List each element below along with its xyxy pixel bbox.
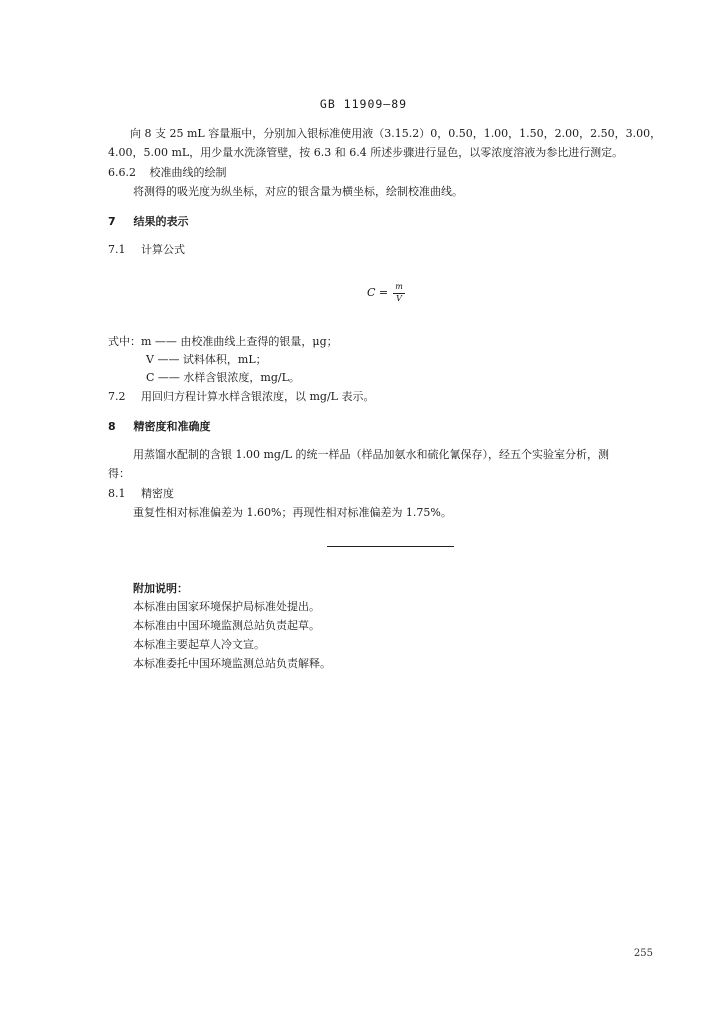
where-prefix: 式中： [108,335,141,348]
paragraph-6-6-1-line-1: 向 8 支 25 mL 容量瓶中，分别加入银标准使用液（3.15.2）0，0.50，1.00，1.50，2.00，2.50，3.00， [130,127,662,140]
section-7-1-heading [108,242,185,257]
section-title: 结果的表示 [133,215,189,228]
section-title: 精密度和准确度 [133,420,211,433]
paragraph-6-6-1-line-2: 4.00，5.00 mL，用少量水洗涤管壁，按 6.3 和 6.4 所述步骤进行显色，以零浓度溶液为参比进行测定。 [108,146,624,159]
section-text: 用回归方程计算水样含银浓度，以 mg/L 表示。 [141,390,375,403]
end-separator-line [327,546,454,547]
section-number: 8 [108,420,116,433]
section-6-6-2-body: 将测得的吸光度为纵坐标，对应的银含量为横坐标，绘制校准曲线。 [133,185,463,198]
where-c: C —— 水样含银浓度，mg/L。 [146,371,300,384]
where-v: V —— 试料体积，mL； [146,353,267,366]
page-number: 255 [633,948,653,959]
appendix-line: 本标准委托中国环境监测总站负责解释。 [133,657,331,670]
section-8-1-text: 重复性相对标准偏差为 1.60%；再现性相对标准偏差为 1.75%。 [133,506,452,519]
section-8-line-2: 得： [108,467,130,480]
standard-header: GB 11909—89 [319,97,408,111]
section-title: 计算公式 [141,243,185,256]
appendix-line: 本标准由国家环境保护局标准处提出。 [133,600,320,613]
section-7-heading [108,213,189,229]
section-7-2 [108,389,374,404]
appendix-line: 本标准主要起草人冷文宣。 [133,638,265,651]
formula-lhs: C = [367,286,389,299]
formula-numerator: m [395,282,403,291]
section-8-1-heading [108,486,174,501]
section-number: 7.2 [108,390,126,403]
section-title: 校准曲线的绘制 [149,166,227,179]
where-line-m [108,334,338,349]
section-number: 8.1 [108,487,126,500]
where-m: m —— 由校准曲线上查得的银量，μg； [141,335,338,348]
appendix-title: 附加说明： [133,582,188,595]
section-8-line-1: 用蒸馏水配制的含银 1.00 mg/L 的统一样品（样品加氨水和硫化氰保存），经五个实验室分析，测 [133,448,609,461]
section-6-6-2-heading [108,165,227,180]
section-number: 7.1 [108,243,126,256]
formula-denominator: V [396,294,402,303]
section-number: 6.6.2 [108,166,136,179]
section-title: 精密度 [141,487,174,500]
section-number: 7 [108,215,116,228]
appendix-line: 本标准由中国环境监测总站负责起草。 [133,619,320,632]
section-8-heading [108,418,211,434]
